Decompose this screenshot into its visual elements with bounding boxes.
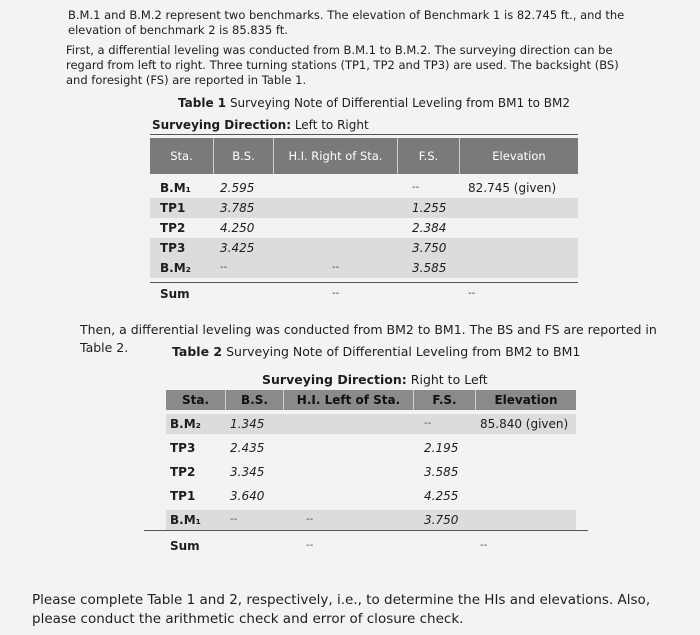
cell-sta: B.M₁ xyxy=(160,181,191,195)
cell-elev: 82.745 (given) xyxy=(468,181,557,195)
table2-header xyxy=(166,390,576,410)
cell-hi: -- xyxy=(332,288,340,299)
table1-bottom-rule xyxy=(150,282,578,283)
cell-fs: 2.384 xyxy=(412,221,447,235)
cell-sta: B.M₂ xyxy=(160,261,191,275)
cell-hi: -- xyxy=(306,540,314,551)
table1-caption-text: Surveying Note of Differential Leveling from BM1 to BM2 xyxy=(229,96,570,110)
closing-instructions: Please complete Table 1 and 2, respectively, i.e., to determine the HIs and elevations. Also, please conduct the arithmetic check and error of closure check. xyxy=(32,592,651,627)
cell-sta: TP1 xyxy=(170,489,196,503)
table2-direction-label: Surveying Direction: xyxy=(262,372,407,387)
table-row xyxy=(166,486,576,506)
cell-sta: TP2 xyxy=(160,221,186,235)
table-row xyxy=(166,462,576,482)
table1-header-hi: H.I. Right of Sta. xyxy=(274,138,398,174)
cell-bs: 1.345 xyxy=(230,417,265,431)
method-paragraph: First, a differential leveling was conducted from B.M.1 to B.M.2. The surveying direction can be regard from left to right. Three turning stations (TP1, TP2 and TP3) are used. The backsight (BS) and foresight (FS) are reported in Table 1. xyxy=(66,43,619,87)
cell-bs: 3.345 xyxy=(230,465,265,479)
table1-direction xyxy=(152,118,369,132)
table-row xyxy=(150,284,578,304)
table2-caption-label: Table 2 xyxy=(172,344,223,359)
cell-bs: -- xyxy=(220,262,228,273)
cell-sta: Sum xyxy=(160,287,190,301)
table1-header-fs: F.S. xyxy=(398,138,460,174)
cell-fs: 3.750 xyxy=(412,241,447,255)
cell-fs: 1.255 xyxy=(412,201,447,215)
table-row xyxy=(150,238,578,258)
cell-hi: -- xyxy=(306,514,314,525)
table-row xyxy=(166,414,576,434)
cell-sta: TP3 xyxy=(160,241,186,255)
table2-header-sta: Sta. xyxy=(166,390,226,410)
table-row xyxy=(150,258,578,278)
cell-bs: 3.425 xyxy=(220,241,255,255)
table2-caption xyxy=(172,344,580,359)
table1-top-rule xyxy=(150,134,578,135)
table-row xyxy=(166,438,576,458)
cell-hi: -- xyxy=(332,262,340,273)
table-row xyxy=(166,536,576,556)
cell-bs: 4.250 xyxy=(220,221,255,235)
cell-elev: 85.840 (given) xyxy=(480,417,569,431)
table2-header-bs: B.S. xyxy=(226,390,284,410)
cell-fs: 3.750 xyxy=(424,513,459,527)
table1-header-sta: Sta. xyxy=(150,138,214,174)
table2-direction xyxy=(262,372,488,387)
cell-sta: TP1 xyxy=(160,201,186,215)
cell-fs: -- xyxy=(424,418,432,429)
cell-fs: 2.195 xyxy=(424,441,459,455)
cell-sta: TP3 xyxy=(170,441,196,455)
table2-caption-text: Surveying Note of Differential Leveling from BM2 to BM1 xyxy=(226,344,581,359)
intro-paragraph: B.M.1 and B.M.2 represent two benchmarks. The elevation of Benchmark 1 is 82.745 ft., and the elevation of benchmark 2 is 85.835 ft. xyxy=(68,8,625,37)
table1-caption-label: Table 1 xyxy=(178,96,227,110)
cell-sta: B.M₁ xyxy=(170,513,201,527)
table1-caption xyxy=(178,96,570,110)
cell-elev: -- xyxy=(468,288,476,299)
cell-bs: 2.435 xyxy=(230,441,265,455)
table-row xyxy=(166,510,576,530)
cell-fs: -- xyxy=(412,182,420,193)
cell-sta: TP2 xyxy=(170,465,196,479)
table1-direction-label: Surveying Direction: xyxy=(152,118,291,132)
table2-header-fs: F.S. xyxy=(414,390,476,410)
cell-fs: 3.585 xyxy=(412,261,447,275)
table2-bottom-rule xyxy=(144,530,588,531)
cell-bs: 2.595 xyxy=(220,181,255,195)
cell-bs: 3.785 xyxy=(220,201,255,215)
table-row xyxy=(150,178,578,198)
table2-direction-value: Right to Left xyxy=(410,372,488,387)
cell-fs: 3.585 xyxy=(424,465,459,479)
cell-fs: 4.255 xyxy=(424,489,459,503)
table1-header xyxy=(150,138,578,174)
cell-elev: -- xyxy=(480,540,488,551)
table2-header-hi: H.I. Left of Sta. xyxy=(284,390,414,410)
cell-sta: B.M₂ xyxy=(170,417,201,431)
cell-sta: Sum xyxy=(170,539,200,553)
table1-direction-value: Left to Right xyxy=(294,118,369,132)
table2-header-elevation: Elevation xyxy=(494,393,558,407)
table1-header-bs: B.S. xyxy=(214,138,274,174)
cell-bs: -- xyxy=(230,514,238,525)
second-paragraph: Then, a differential leveling was conducted from BM2 to BM1. The BS and FS are reported in Table 2. xyxy=(80,322,657,355)
table-row xyxy=(150,198,578,218)
table-row xyxy=(150,218,578,238)
table1-header-elevation: Elevation xyxy=(492,149,546,163)
cell-bs: 3.640 xyxy=(230,489,265,503)
